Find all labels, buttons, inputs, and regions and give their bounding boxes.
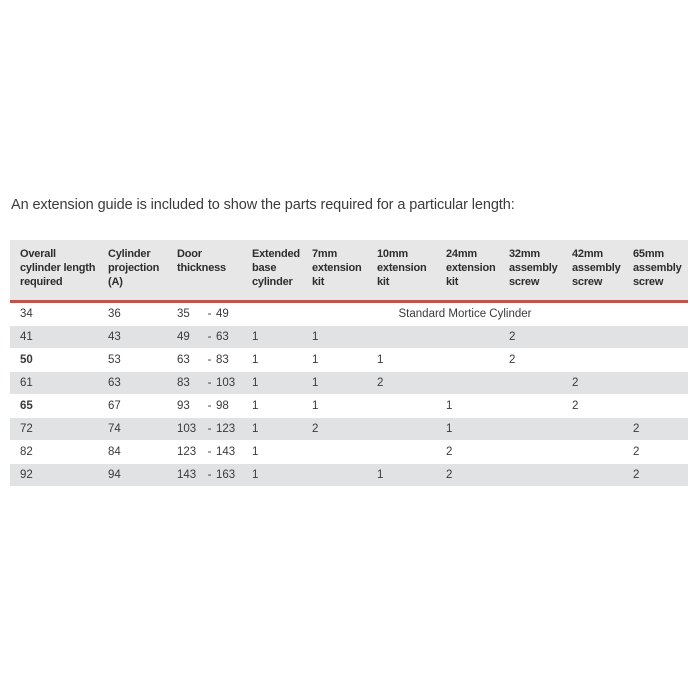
cell-extended-base-cylinder: 1 (252, 469, 259, 481)
column-header-line: 65mm (633, 248, 664, 260)
door-thickness-min: 93 (177, 400, 190, 412)
door-thickness-separator: - (207, 423, 212, 435)
cell-extended-base-cylinder: 1 (252, 423, 259, 435)
table-row-72 (10, 418, 688, 441)
cell-door-thickness (167, 372, 242, 394)
column-header-65mm-assembly-screw (623, 247, 688, 300)
cell-42mm-assembly-screw (562, 326, 623, 348)
column-header-line: screw (633, 276, 664, 288)
column-header-line: cylinder length (20, 262, 96, 274)
door-thickness-max: 83 (216, 354, 229, 366)
cell-7mm-extension-kit: 1 (312, 354, 319, 366)
cell-cylinder-projection: 84 (108, 446, 121, 458)
door-thickness-separator: - (207, 446, 212, 458)
door-thickness-separator: - (207, 354, 212, 366)
column-header-line: 24mm (446, 248, 477, 260)
cell-10mm-extension-kit: 1 (377, 469, 384, 481)
door-thickness-max: 63 (216, 331, 229, 343)
cell-24mm-extension-kit: 1 (446, 423, 453, 435)
column-header-line: thickness (177, 262, 226, 274)
door-thickness-max: 123 (216, 423, 236, 435)
cell-door-thickness (167, 349, 242, 371)
cell-7mm-extension-kit (302, 464, 367, 486)
column-header-line: projection (108, 262, 160, 274)
cell-42mm-assembly-screw (562, 418, 623, 440)
cell-32mm-assembly-screw (499, 395, 562, 417)
cell-door-thickness (167, 326, 242, 348)
cell-cylinder-projection: 94 (108, 469, 121, 481)
cell-42mm-assembly-screw (562, 441, 623, 463)
cell-24mm-extension-kit (436, 349, 499, 371)
table-row-50 (10, 349, 688, 372)
door-thickness-separator: - (207, 308, 212, 320)
cell-24mm-extension-kit (436, 372, 499, 394)
cell-32mm-assembly-screw: 2 (509, 354, 516, 366)
cell-10mm-extension-kit (367, 441, 436, 463)
cell-extended-base-cylinder: 1 (252, 331, 259, 343)
column-header-line: assembly (633, 262, 682, 274)
cell-cylinder-projection: 63 (108, 377, 121, 389)
cell-overall-length: 92 (20, 469, 33, 481)
column-header-line: assembly (572, 262, 621, 274)
column-header-line: extension (446, 262, 496, 274)
column-header-line: 10mm (377, 248, 408, 260)
cell-extended-base-cylinder: 1 (252, 377, 259, 389)
column-header-cylinder-projection (98, 247, 167, 300)
cell-10mm-extension-kit: 2 (377, 377, 384, 389)
cell-cylinder-projection: 67 (108, 400, 121, 412)
door-thickness-max: 98 (216, 400, 229, 412)
column-header-line: cylinder (252, 276, 293, 288)
column-header-line: kit (312, 276, 325, 288)
cell-42mm-assembly-screw (562, 349, 623, 371)
door-thickness-min: 35 (177, 308, 190, 320)
cell-32mm-assembly-screw (499, 441, 562, 463)
door-thickness-min: 49 (177, 331, 190, 343)
cell-cylinder-projection: 53 (108, 354, 121, 366)
cell-32mm-assembly-screw: 2 (509, 331, 516, 343)
cell-32mm-assembly-screw (499, 372, 562, 394)
cell-7mm-extension-kit: 1 (312, 400, 319, 412)
cell-extended-base-cylinder: 1 (252, 354, 259, 366)
column-header-extended-base-cylinder (242, 247, 302, 300)
cell-cylinder-projection: 43 (108, 331, 121, 343)
door-thickness-max: 49 (216, 308, 229, 320)
column-header-line: screw (572, 276, 603, 288)
table-header-row (10, 240, 688, 303)
door-thickness-max: 143 (216, 446, 236, 458)
cell-10mm-extension-kit: 1 (377, 354, 384, 366)
table-row-82 (10, 441, 688, 464)
column-header-overall-cylinder-length (10, 247, 98, 300)
column-header-32mm-assembly-screw (499, 247, 562, 300)
column-header-line: extension (312, 262, 362, 274)
column-header-line: 32mm (509, 248, 540, 260)
door-thickness-separator: - (207, 331, 212, 343)
column-header-line: Cylinder (108, 248, 151, 260)
cell-24mm-extension-kit: 1 (446, 400, 453, 412)
cell-extended-base-cylinder: 1 (252, 400, 259, 412)
table-row-34 (10, 303, 688, 326)
column-header-line: Overall (20, 248, 56, 260)
column-header-line: kit (377, 276, 390, 288)
cell-door-thickness (167, 464, 242, 486)
column-header-line: 7mm (312, 248, 338, 260)
cell-65mm-assembly-screw: 2 (633, 446, 640, 458)
cell-overall-length: 65 (20, 400, 33, 412)
cell-42mm-assembly-screw (562, 464, 623, 486)
door-thickness-min: 123 (177, 446, 197, 458)
cell-65mm-assembly-screw: 2 (633, 423, 640, 435)
cell-7mm-extension-kit: 1 (312, 377, 319, 389)
door-thickness-separator: - (207, 400, 212, 412)
cell-door-thickness (167, 395, 242, 417)
column-header-24mm-extension-kit (436, 247, 499, 300)
cell-42mm-assembly-screw: 2 (572, 377, 579, 389)
cell-7mm-extension-kit: 1 (312, 331, 319, 343)
cell-door-thickness (167, 441, 242, 463)
cell-standard-mortice-note: Standard Mortice Cylinder (398, 308, 532, 320)
cell-extended-base-cylinder: 1 (252, 446, 259, 458)
extension-guide-table (10, 240, 688, 487)
cell-overall-length: 72 (20, 423, 33, 435)
cell-32mm-assembly-screw (499, 464, 562, 486)
table-row-65 (10, 395, 688, 418)
door-thickness-separator: - (207, 377, 212, 389)
column-header-line: 42mm (572, 248, 603, 260)
cell-65mm-assembly-screw (623, 349, 688, 371)
column-header-door-thickness (167, 247, 242, 300)
cell-7mm-extension-kit: 2 (312, 423, 319, 435)
column-header-line: Extended (252, 248, 300, 260)
cell-10mm-extension-kit (367, 326, 436, 348)
cell-door-thickness (167, 303, 242, 325)
cell-65mm-assembly-screw (623, 372, 688, 394)
table-row-92 (10, 464, 688, 487)
door-thickness-min: 63 (177, 354, 190, 366)
column-header-line: assembly (509, 262, 558, 274)
column-header-line: base (252, 262, 277, 274)
door-thickness-separator: - (207, 469, 212, 481)
column-header-line: required (20, 276, 63, 288)
cell-10mm-extension-kit (367, 395, 436, 417)
column-header-7mm-extension-kit (302, 247, 367, 300)
cell-24mm-extension-kit: 2 (446, 469, 453, 481)
door-thickness-max: 163 (216, 469, 236, 481)
table-body (10, 303, 688, 487)
door-thickness-min: 143 (177, 469, 197, 481)
table-row-41 (10, 326, 688, 349)
cell-overall-length: 82 (20, 446, 33, 458)
cell-cylinder-projection: 74 (108, 423, 121, 435)
cell-65mm-assembly-screw (623, 395, 688, 417)
column-header-line: screw (509, 276, 540, 288)
door-thickness-min: 83 (177, 377, 190, 389)
cell-overall-length: 50 (20, 354, 33, 366)
cell-42mm-assembly-screw: 2 (572, 400, 579, 412)
cell-10mm-extension-kit (367, 418, 436, 440)
column-header-line: Door (177, 248, 202, 260)
column-header-line: (A) (108, 276, 123, 288)
cell-door-thickness (167, 418, 242, 440)
column-header-line: extension (377, 262, 427, 274)
intro-text: An extension guide is included to show the parts required for a particular length: (11, 197, 515, 213)
door-thickness-max: 103 (216, 377, 236, 389)
cell-overall-length: 41 (20, 331, 33, 343)
column-header-10mm-extension-kit (367, 247, 436, 300)
cell-24mm-extension-kit (436, 326, 499, 348)
cell-cylinder-projection: 36 (108, 308, 121, 320)
cell-7mm-extension-kit (302, 441, 367, 463)
cell-overall-length: 61 (20, 377, 33, 389)
cell-24mm-extension-kit: 2 (446, 446, 453, 458)
cell-65mm-assembly-screw: 2 (633, 469, 640, 481)
column-header-line: kit (446, 276, 459, 288)
cell-32mm-assembly-screw (499, 418, 562, 440)
table-row-61 (10, 372, 688, 395)
cell-overall-length: 34 (20, 308, 33, 320)
column-header-42mm-assembly-screw (562, 247, 623, 300)
door-thickness-min: 103 (177, 423, 197, 435)
cell-65mm-assembly-screw (623, 326, 688, 348)
